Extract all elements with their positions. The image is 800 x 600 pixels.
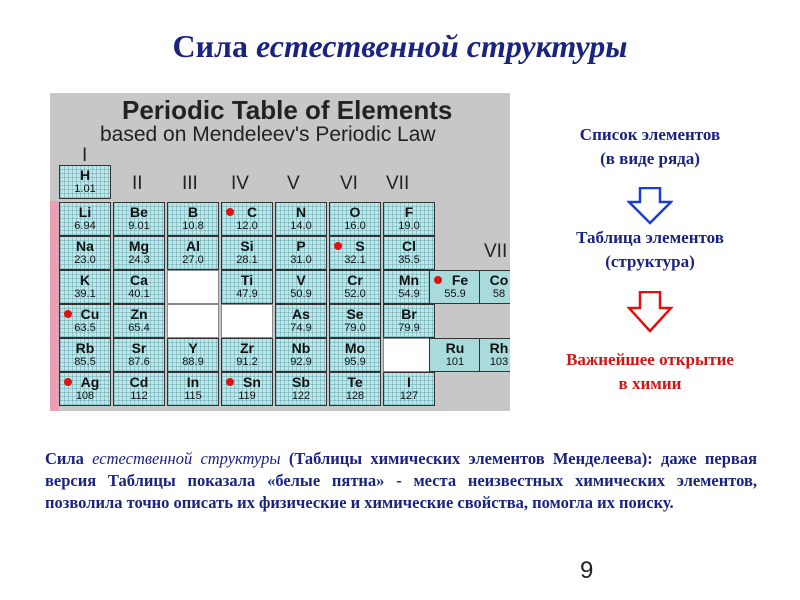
element-mass: 65.4 (128, 322, 150, 334)
unknown-element-gap (167, 270, 219, 304)
element-cell-cl (383, 236, 435, 270)
element-cell-nb (275, 338, 327, 372)
paragraph-part3: (Таблицы химических элементов Менделеева): даже первая версия Таблицы показала «белые пятна» - места неизвестных химических элементов, позволила точно описать их физические и химические свойства, помогла их поиску. (45, 449, 758, 512)
element-mass: 112 (130, 390, 148, 402)
periodic-table-subtitle: based on Mendeleev's Periodic Law (100, 123, 436, 146)
element-cell-co (479, 270, 510, 304)
element-mass: 55.9 (444, 288, 466, 300)
periodic-table-title: Periodic Table of Elements (122, 95, 453, 125)
paragraph-part2: естественной структуры (92, 449, 281, 468)
element-cell-f (383, 202, 435, 236)
step-list-line1: Список элементов (579, 125, 721, 144)
element-cell-cu (59, 304, 111, 338)
element-symbol: In (186, 374, 200, 390)
element-cell-mn (383, 270, 435, 304)
element-mass: 103 (489, 356, 509, 368)
element-mass: 79.9 (398, 322, 420, 334)
element-cell-se (329, 304, 381, 338)
red-dot-icon (226, 208, 234, 216)
element-cell-be (113, 202, 165, 236)
element-symbol: Se (346, 306, 364, 322)
element-mass: 31.0 (290, 254, 312, 266)
element-cell-sb (275, 372, 327, 406)
element-cell-sn (221, 372, 273, 406)
element-mass: 35.5 (398, 254, 420, 266)
element-cell-al (167, 236, 219, 270)
step-discovery-line1: Важнейшее открытие (566, 350, 734, 369)
element-cell-p (275, 236, 327, 270)
element-mass: 23.0 (74, 254, 96, 266)
red-dot-icon (226, 378, 234, 386)
red-dot-icon (334, 242, 342, 250)
element-mass: 9.01 (128, 220, 150, 232)
element-cell-zn (113, 304, 165, 338)
element-cell-fe (429, 270, 481, 304)
step-discovery (540, 348, 760, 396)
element-mass: 63.5 (74, 322, 96, 334)
title-normal: Сила (172, 28, 248, 64)
element-symbol: Cr (347, 272, 363, 288)
element-mass: 91.2 (236, 356, 258, 368)
element-mass: 6.94 (74, 220, 96, 232)
element-mass: 50.9 (290, 288, 312, 300)
element-cell-ti (221, 270, 273, 304)
element-symbol: Y (188, 340, 198, 356)
element-mass: 108 (75, 390, 95, 402)
element-symbol: Al (186, 238, 200, 254)
red-dot-icon (434, 276, 442, 284)
down-arrow-outline-icon (627, 187, 673, 225)
element-symbol: K (79, 272, 91, 288)
element-cell-rh (479, 338, 510, 372)
element-mass: 14.0 (290, 220, 312, 232)
element-cell-i (383, 372, 435, 406)
element-symbol: Sb (292, 374, 310, 390)
element-symbol: As (292, 306, 310, 322)
paragraph-part1: Сила (45, 449, 84, 468)
element-symbol: H (79, 167, 91, 183)
element-mass: 128 (345, 390, 365, 402)
element-symbol: Ca (130, 272, 148, 288)
element-symbol: Sr (131, 340, 147, 356)
element-cell-s (329, 236, 381, 270)
step-list (540, 123, 760, 171)
element-cell-zr (221, 338, 273, 372)
step-table (540, 226, 760, 274)
element-cell-y (167, 338, 219, 372)
element-mass: 12.0 (236, 220, 258, 232)
title-italic: естественной структуры (255, 28, 628, 64)
down-arrow-outline-icon (627, 291, 673, 333)
element-mass: 16.0 (344, 220, 366, 232)
element-mass: 1.01 (74, 183, 96, 195)
element-symbol: C (246, 204, 258, 220)
group-label: I (82, 145, 88, 166)
step-table-line1: Таблица элементов (576, 228, 724, 247)
element-mass: 119 (238, 390, 256, 402)
element-symbol: V (296, 272, 306, 288)
element-cell-mo (329, 338, 381, 372)
red-dot-icon (64, 378, 72, 386)
description-paragraph (45, 448, 757, 514)
element-mass: 47.9 (236, 288, 258, 300)
element-symbol: O (349, 204, 361, 220)
element-symbol: B (187, 204, 199, 220)
element-symbol: Be (130, 204, 148, 220)
element-mass: 85.5 (74, 356, 96, 368)
element-symbol: Nb (291, 340, 311, 356)
element-mass: 79.0 (344, 322, 366, 334)
element-mass: 24.3 (128, 254, 150, 266)
element-symbol: Fe (451, 272, 469, 288)
element-cell-cr (329, 270, 381, 304)
group-label: II (132, 173, 143, 194)
element-mass: 10.8 (182, 220, 204, 232)
page-number: 9 (580, 557, 594, 584)
element-symbol: Ag (80, 374, 100, 390)
element-mass: 115 (184, 390, 202, 402)
element-mass: 122 (291, 390, 311, 402)
element-symbol: F (404, 204, 414, 220)
element-symbol: Li (78, 204, 92, 220)
step-discovery-line2: в химии (618, 374, 682, 393)
step-table-line2: (структура) (605, 252, 695, 271)
element-symbol: Zn (130, 306, 148, 322)
element-cell-c (221, 202, 273, 236)
group-label: V (287, 173, 300, 194)
element-symbol: Mo (344, 340, 366, 356)
element-cell-n (275, 202, 327, 236)
table-edge-strip (50, 201, 59, 411)
element-cell-o (329, 202, 381, 236)
element-cell-v (275, 270, 327, 304)
element-symbol: Br (401, 306, 417, 322)
element-cell-b (167, 202, 219, 236)
element-symbol: Cd (129, 374, 149, 390)
element-cell-na (59, 236, 111, 270)
element-cell-te (329, 372, 381, 406)
element-cell-cd (113, 372, 165, 406)
element-mass: 87.6 (128, 356, 150, 368)
element-cell-ag (59, 372, 111, 406)
element-mass: 28.1 (236, 254, 258, 266)
element-cell-k (59, 270, 111, 304)
element-cell-mg (113, 236, 165, 270)
element-mass: 58 (492, 288, 506, 300)
element-mass: 88.9 (182, 356, 204, 368)
element-cell-sr (113, 338, 165, 372)
element-symbol: Ti (240, 272, 254, 288)
element-cell-li (59, 202, 111, 236)
element-cell-ru (429, 338, 481, 372)
element-cell-in (167, 372, 219, 406)
element-symbol: S (355, 238, 365, 254)
element-symbol: Na (76, 238, 94, 254)
element-cell-br (383, 304, 435, 338)
element-mass: 74.9 (290, 322, 312, 334)
element-symbol: Rh (489, 340, 509, 356)
element-cell-as (275, 304, 327, 338)
element-mass: 92.9 (290, 356, 312, 368)
element-mass: 40.1 (128, 288, 150, 300)
element-symbol: I (407, 374, 411, 390)
unknown-element-gap (383, 338, 435, 372)
element-mass: 95.9 (344, 356, 366, 368)
element-symbol: P (296, 238, 306, 254)
unknown-element-gap (167, 304, 219, 338)
element-symbol: Cl (402, 238, 416, 254)
element-mass: 19.0 (398, 220, 420, 232)
element-mass: 101 (445, 356, 465, 368)
element-symbol: Si (240, 238, 254, 254)
step-list-line2: (в виде ряда) (600, 149, 700, 168)
element-symbol: Rb (75, 340, 95, 356)
red-dot-icon (64, 310, 72, 318)
element-mass: 27.0 (182, 254, 204, 266)
element-mass: 52.0 (344, 288, 366, 300)
element-symbol: Cu (80, 306, 100, 322)
element-mass: 32.1 (344, 254, 366, 266)
element-symbol: Ru (445, 340, 465, 356)
group-label: IV (231, 173, 249, 194)
element-symbol: Te (347, 374, 363, 390)
element-mass: 39.1 (74, 288, 96, 300)
unknown-element-gap (221, 304, 273, 338)
group-label: VII (484, 241, 508, 262)
periodic-table-image (50, 93, 510, 411)
element-symbol: Sn (243, 374, 261, 390)
element-symbol: Zr (240, 340, 254, 356)
group-label: III (182, 173, 198, 194)
element-symbol: N (295, 204, 307, 220)
element-cell-rb (59, 338, 111, 372)
element-symbol: Co (489, 272, 509, 288)
element-symbol: Mg (128, 238, 150, 254)
element-cell-si (221, 236, 273, 270)
element-symbol: Mn (398, 272, 420, 288)
group-label: VI (340, 173, 358, 194)
element-cell-h (59, 165, 111, 199)
slide-title (0, 28, 800, 65)
element-mass: 54.9 (398, 288, 420, 300)
element-cell-ca (113, 270, 165, 304)
group-label: VII (386, 173, 410, 194)
element-mass: 127 (399, 390, 419, 402)
